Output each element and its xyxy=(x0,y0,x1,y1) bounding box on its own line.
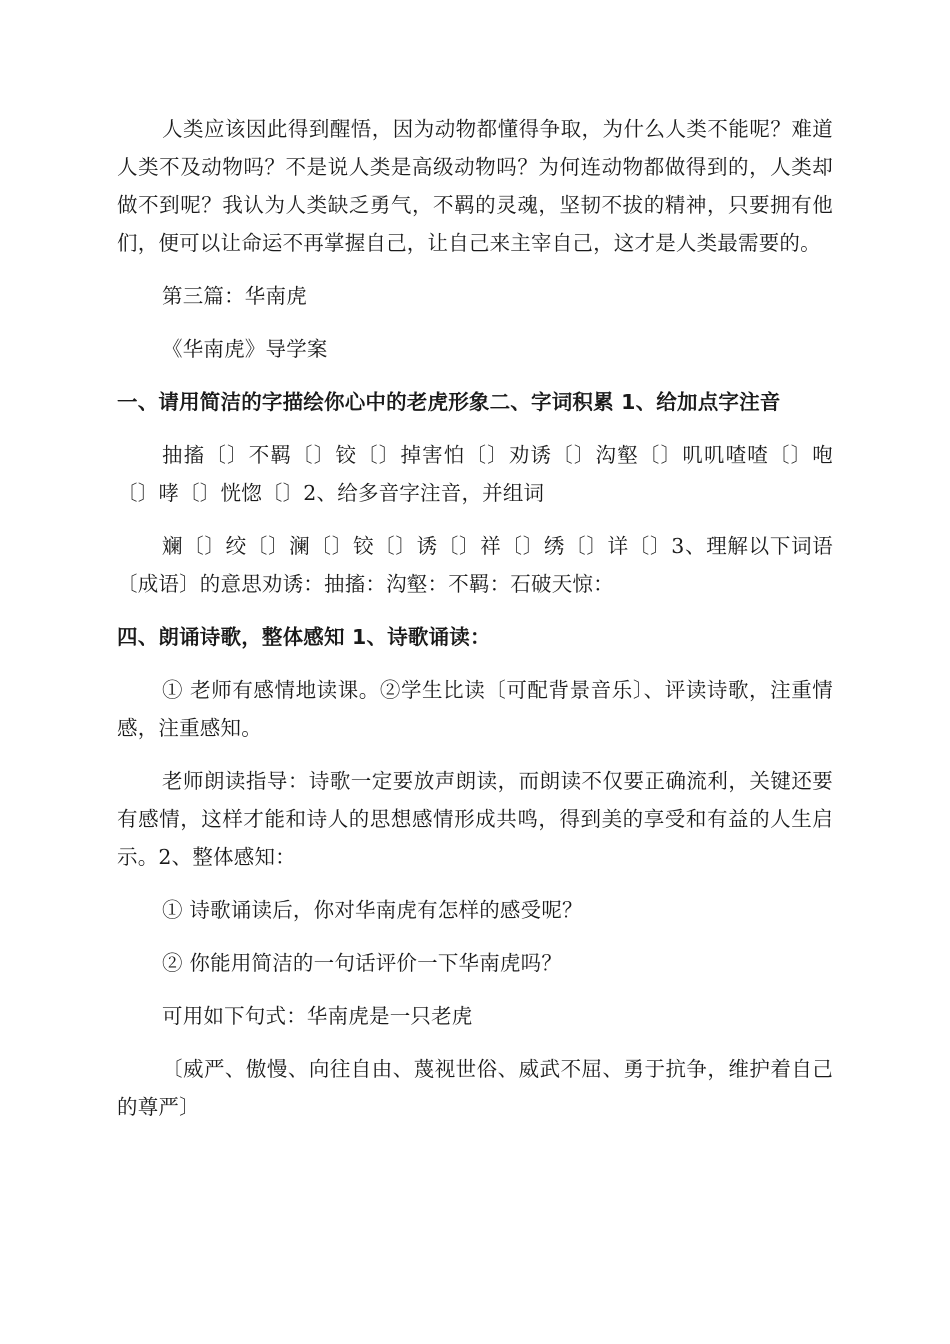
heading-describe-tiger: 一、请用简洁的字描绘你心中的老虎形象二、字词积累 1、给加点字注音 xyxy=(117,390,781,414)
paragraph-reading-guidance: 老师朗读指导：诗歌一定要放声朗读，而朗读不仅要正确流利，关键还要有感情，这样才能和诗人的思想感情形成共鸣，得到美的享受和有益的人生启示。2、整体感知： xyxy=(117,769,833,869)
sentence-pattern: 可用如下句式：华南虎是一只老虎 xyxy=(162,1004,473,1028)
study-guide-title: 《华南虎》导学案 xyxy=(162,337,328,361)
paragraph-pronunciation-exercise: 抽搐〔〕不羁〔〕铰〔〕掉害怕〔〕劝诱〔〕沟壑〔〕叽叽喳喳〔〕咆〔〕哮〔〕恍惚〔〕2、给多音字注音，并组词 xyxy=(117,443,833,505)
paragraph-teacher-reading: ① 老师有感情地读课。②学生比读〔可配背景音乐〕、评读诗歌，注重情感，注重感知。 xyxy=(117,678,833,740)
paragraph-polyphone-exercise: 斓〔〕绞〔〕澜〔〕铰〔〕诱〔〕祥〔〕绣〔〕详〔〕3、理解以下词语〔成语〕的意思劝诱：抽搐：沟壑：不羁：石破天惊： xyxy=(117,534,833,596)
heading-recite-poem: 四、朗诵诗歌，整体感知 1、诗歌诵读： xyxy=(117,625,491,649)
question-feelings: ① 诗歌诵读后，你对华南虎有怎样的感受呢？ xyxy=(162,898,583,922)
paragraph-adjectives-list: 〔威严、傲慢、向往自由、蔑视世俗、威武不屈、勇于抗争，维护着自己的尊严〕 xyxy=(117,1057,833,1119)
question-evaluate: ② 你能用简洁的一句话评价一下华南虎吗？ xyxy=(162,951,563,975)
document-page xyxy=(117,110,833,1126)
paragraph-human-awakening: 人类应该因此得到醒悟，因为动物都懂得争取，为什么人类不能呢？难道人类不及动物吗？不是说人类是高级动物吗？为何连动物都做得到的，人类却做不到呢？我认为人类缺乏勇气，不羁的灵魂，坚韧不拔的精神，只要拥有他们，便可以让命运不再掌握自己，让自己来主宰自己，这才是人类最需要的。 xyxy=(117,117,833,255)
section-title-part-three: 第三篇：华南虎 xyxy=(162,284,307,308)
